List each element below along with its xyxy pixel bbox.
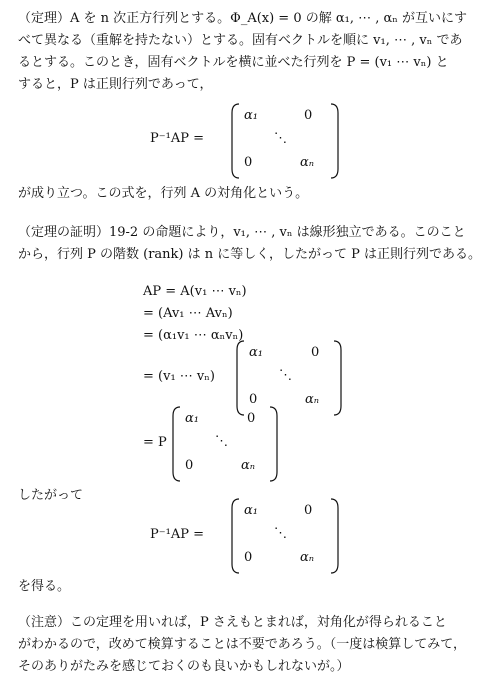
theorem-after-text: が成り立つ。この式を，行列 A の対角化という。: [18, 186, 309, 201]
note-paragraph: [18, 612, 476, 678]
proof-eq-3: = (α₁v₁ ⋯ αₙvₙ): [143, 328, 244, 343]
theorem-line-3: るとする。このとき，固有ベクトルを横に並べた行列を P = (v₁ ⋯ vₙ) と: [18, 55, 449, 70]
proof-eq-4-lhs: = (v₁ ⋯ vₙ): [143, 369, 215, 384]
proof-eq-1: AP = A(v₁ ⋯ vₙ): [143, 284, 247, 299]
proof-eq-2: = (Av₁ ⋯ Avₙ): [143, 306, 233, 321]
diagonalization-equation-2: [150, 498, 350, 574]
equation-lhs: P⁻¹AP =: [150, 527, 204, 542]
matrix-a21: 0: [185, 458, 194, 473]
matrix-dots: ⋱: [274, 131, 287, 146]
matrix-a21: 0: [249, 392, 258, 407]
theorem-line-2: べて異なる（重解を持たない）とする。固有ベクトルを順に v₁, ⋯ , vₙ であ: [18, 33, 463, 48]
matrix-dots: ⋱: [274, 526, 287, 541]
matrix-a11: α₁: [244, 108, 258, 123]
matrix-a12: 0: [247, 411, 256, 426]
proof-matrix-2: [171, 406, 279, 482]
matrix-a11: α₁: [249, 345, 263, 360]
proof-line-2: から，行列 P の階数 (rank) は n に等しく，したがって P は正則行列である。: [18, 247, 482, 262]
proof-eq-5: [143, 406, 293, 482]
diagonalization-equation-1: [150, 103, 350, 179]
proof-paragraph: [18, 222, 482, 266]
proof-line-1: （定理の証明）19-2 の命題により，v₁, ⋯ , vₙ は線形独立である。このこと: [18, 225, 466, 240]
matrix-a21: 0: [244, 155, 253, 170]
matrix-dots: ⋱: [279, 368, 292, 383]
diagonal-matrix: [230, 103, 340, 179]
proof-result: [18, 576, 476, 598]
matrix-dots: ⋱: [215, 434, 228, 449]
proof-matrix-1: [235, 340, 343, 416]
theorem-after: [18, 183, 476, 205]
note-line-1: （注意）この定理を用いれば，P さえもとまれば，対角化が得られること: [18, 615, 447, 630]
matrix-a22: αₙ: [305, 392, 320, 407]
equation-lhs: P⁻¹AP =: [150, 131, 204, 146]
theorem-paragraph: [18, 8, 476, 96]
matrix-a11: α₁: [244, 503, 258, 518]
note-line-3: そのありがたみを感じておくのも良いかもしれないが。）: [18, 659, 350, 674]
theorem-line-1: （定理）A を n 次正方行列とする。Φ_A(x) = 0 の解 α₁, ⋯ , αₙ が互いにす: [18, 11, 468, 26]
matrix-a12: 0: [304, 503, 313, 518]
matrix-a22: αₙ: [241, 458, 256, 473]
diagonal-matrix: [230, 498, 340, 574]
theorem-line-4: すると，P は正則行列であって，: [18, 77, 213, 92]
matrix-a22: αₙ: [300, 155, 315, 170]
proof-eq-4: [143, 340, 353, 416]
proof-eq-5-lhs: = P: [143, 435, 167, 450]
matrix-a12: 0: [311, 345, 320, 360]
proof-therefore-text: したがって: [18, 488, 84, 503]
matrix-a22: αₙ: [300, 550, 315, 565]
proof-result-text: を得る。: [18, 579, 71, 594]
matrix-a12: 0: [304, 108, 313, 123]
matrix-a11: α₁: [185, 411, 199, 426]
note-line-2: がわかるので，改めて検算することは不要であろう。（一度は検算してみて，: [18, 637, 466, 652]
matrix-a21: 0: [244, 550, 253, 565]
